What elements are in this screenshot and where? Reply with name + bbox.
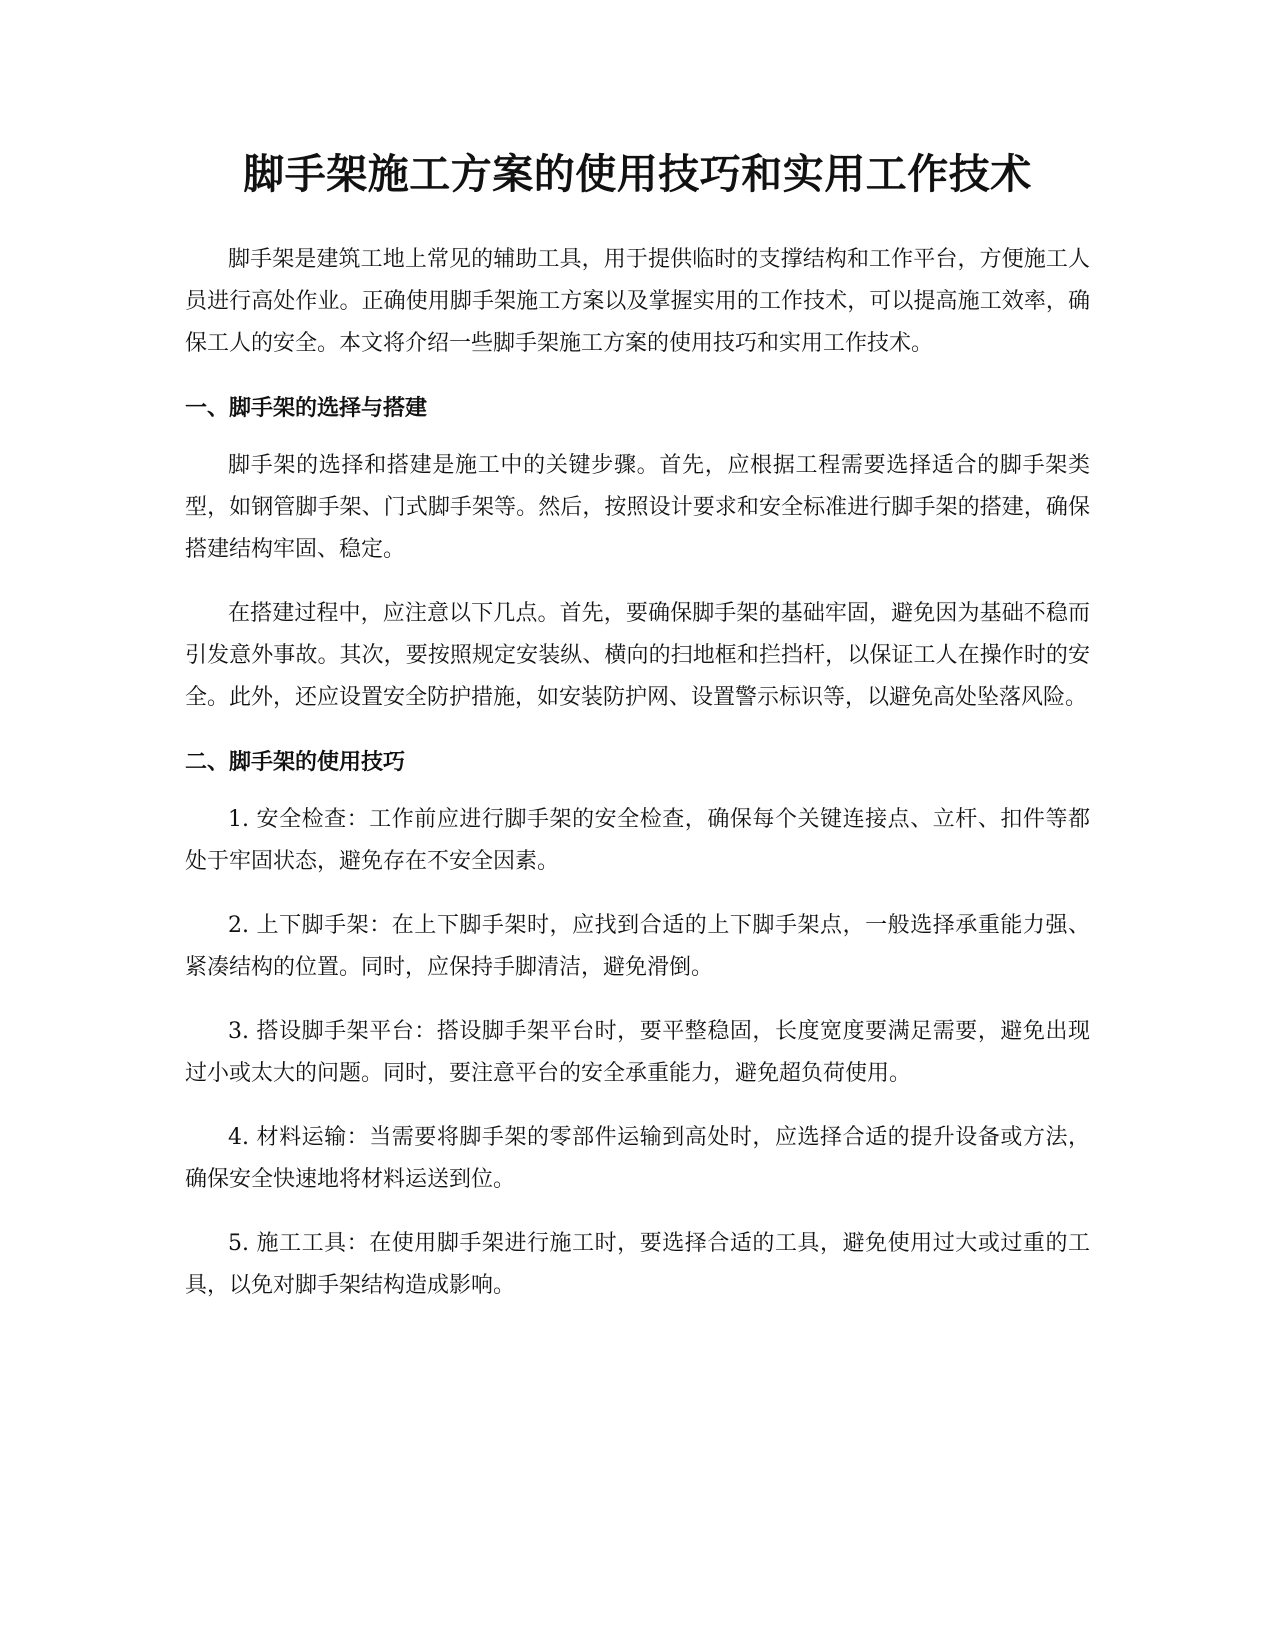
tip-safety-check: 1. 安全检查：工作前应进行脚手架的安全检查，确保每个关键连接点、立杆、扣件等都处于牢固状态，避免存在不安全因素。	[185, 807, 1090, 874]
section-heading-selection: 一、脚手架的选择与搭建	[185, 396, 428, 421]
selection-paragraph-1: 脚手架的选择和搭建是施工中的关键步骤。首先，应根据工程需要选择适合的脚手架类型，如钢管脚手架、门式脚手架等。然后，按照设计要求和安全标准进行脚手架的搭建，确保搭建结构牢固、稳定。	[185, 453, 1090, 562]
section-heading-usage-tips: 二、脚手架的使用技巧	[185, 750, 406, 775]
intro-paragraph: 脚手架是建筑工地上常见的辅助工具，用于提供临时的支撑结构和工作平台，方便施工人员进行高处作业。正确使用脚手架施工方案以及掌握实用的工作技术，可以提高施工效率，确保工人的安全。本文将介绍一些脚手架施工方案的使用技巧和实用工作技术。	[185, 247, 1090, 356]
tip-material-transport: 4. 材料运输：当需要将脚手架的零部件运输到高处时，应选择合适的提升设备或方法，确保安全快速地将材料运送到位。	[185, 1125, 1090, 1192]
tip-climbing: 2. 上下脚手架：在上下脚手架时，应找到合适的上下脚手架点，一般选择承重能力强、紧凑结构的位置。同时，应保持手脚清洁，避免滑倒。	[185, 913, 1090, 980]
document-title: 脚手架施工方案的使用技巧和实用工作技术	[243, 150, 1032, 198]
selection-paragraph-2: 在搭建过程中，应注意以下几点。首先，要确保脚手架的基础牢固，避免因为基础不稳而引发意外事故。其次，要按照规定安装纵、横向的扫地框和拦挡杆，以保证工人在操作时的安全。此外，还应设置安全防护措施，如安装防护网、设置警示标识等，以避免高处坠落风险。	[185, 601, 1090, 710]
tip-tools: 5. 施工工具：在使用脚手架进行施工时，要选择合适的工具，避免使用过大或过重的工具，以免对脚手架结构造成影响。	[185, 1231, 1090, 1298]
tip-platform: 3. 搭设脚手架平台：搭设脚手架平台时，要平整稳固，长度宽度要满足需要，避免出现过小或太大的问题。同时，要注意平台的安全承重能力，避免超负荷使用。	[185, 1019, 1090, 1086]
